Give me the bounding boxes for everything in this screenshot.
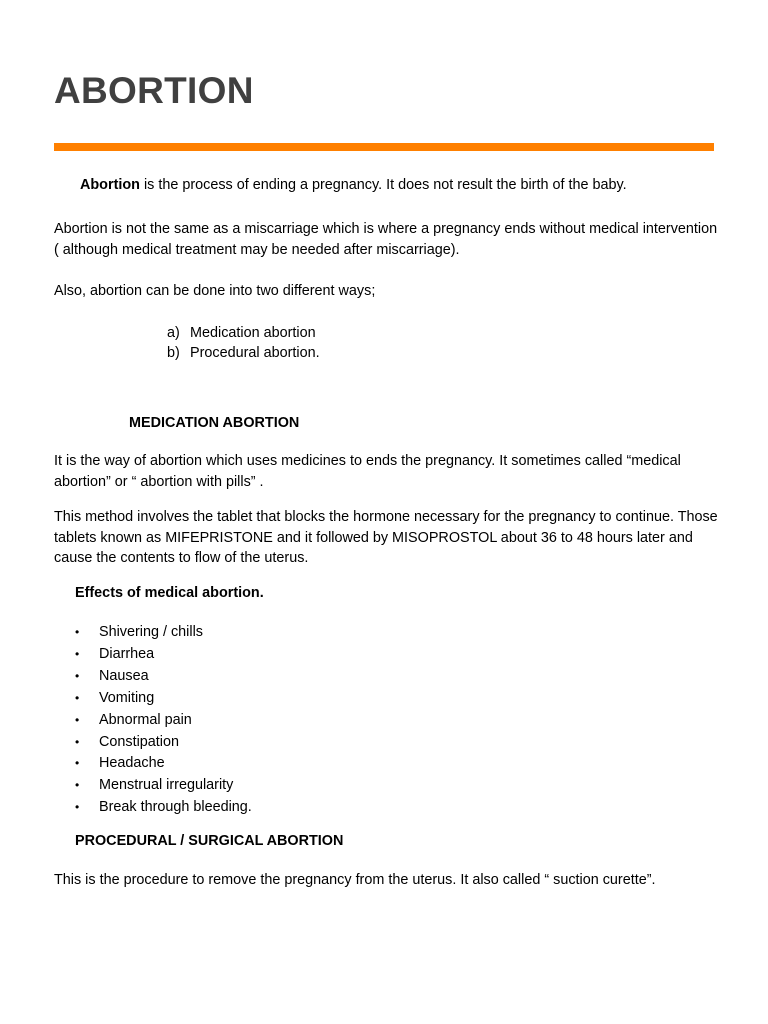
list-item (75, 644, 252, 666)
intro-text: is the process of ending a pregnancy. It does not result the birth of the baby. (139, 177, 627, 193)
list-item-text: Shivering / chills (99, 624, 203, 640)
medication-method-paragraph: This method involves the tablet that blocks the hormone necessary for the pregnancy to continue. Those tablets known as MIFEPRISTONE and it followed by MISOPROSTOL about 36 to 48 hours later and cause the contents to flow of the uterus. (54, 509, 718, 566)
bullet-icon: • (75, 712, 80, 727)
ways-intro-paragraph: Also, abortion can be done into two different ways; (54, 283, 376, 299)
list-item-text: Menstrual irregularity (99, 777, 234, 794)
effects-heading: Effects of medical abortion. (75, 585, 264, 601)
list-item-text: Headache (99, 755, 165, 772)
list-item (167, 343, 320, 363)
list-item (75, 710, 252, 732)
list-item-text: Abnormal pain (99, 711, 192, 728)
list-marker: a) (167, 325, 180, 341)
bullet-icon: • (75, 800, 80, 815)
intro-bold-term: Abortion (80, 177, 140, 193)
bullet-icon: • (75, 734, 80, 749)
list-item (75, 732, 252, 754)
bullet-icon: • (75, 625, 80, 639)
list-item-text: Diarrhea (99, 645, 155, 662)
bullet-icon: • (75, 690, 80, 705)
procedural-abortion-heading: PROCEDURAL / SURGICAL ABORTION (75, 833, 344, 849)
page-title: ABORTION (54, 70, 254, 111)
list-item-text: Medication abortion (190, 325, 316, 341)
list-item (75, 666, 252, 688)
list-item (75, 622, 252, 644)
list-item-text: Constipation (99, 733, 179, 750)
list-item (75, 688, 252, 710)
bullet-icon: • (75, 668, 80, 683)
intro-paragraph (80, 175, 720, 196)
list-item-text: Procedural abortion. (190, 345, 320, 361)
list-item-text: Break through bleeding. (99, 799, 252, 816)
medication-definition-paragraph: It is the way of abortion which uses medicines to ends the pregnancy. It sometimes called “medical abortion” or “ abortion with pills” . (54, 453, 681, 490)
ways-list (167, 323, 320, 363)
bullet-icon: • (75, 778, 80, 793)
list-item-text: Nausea (99, 667, 149, 684)
list-item (167, 323, 320, 343)
list-item (75, 753, 252, 775)
bullet-icon: • (75, 756, 80, 771)
title-divider (54, 143, 714, 151)
miscarriage-paragraph: Abortion is not the same as a miscarriage which is where a pregnancy ends without medical intervention ( although medical treatment may be needed after miscarriage). (54, 221, 718, 258)
effects-list (75, 622, 252, 819)
medication-abortion-heading: MEDICATION ABORTION (129, 415, 300, 431)
list-item-text: Vomiting (99, 689, 155, 706)
list-item (75, 797, 252, 819)
bullet-icon: • (75, 646, 80, 661)
list-marker: b) (167, 345, 180, 361)
procedural-definition-paragraph: This is the procedure to remove the pregnancy from the uterus. It also called “ suction curette”. (54, 872, 656, 888)
list-item (75, 775, 252, 797)
